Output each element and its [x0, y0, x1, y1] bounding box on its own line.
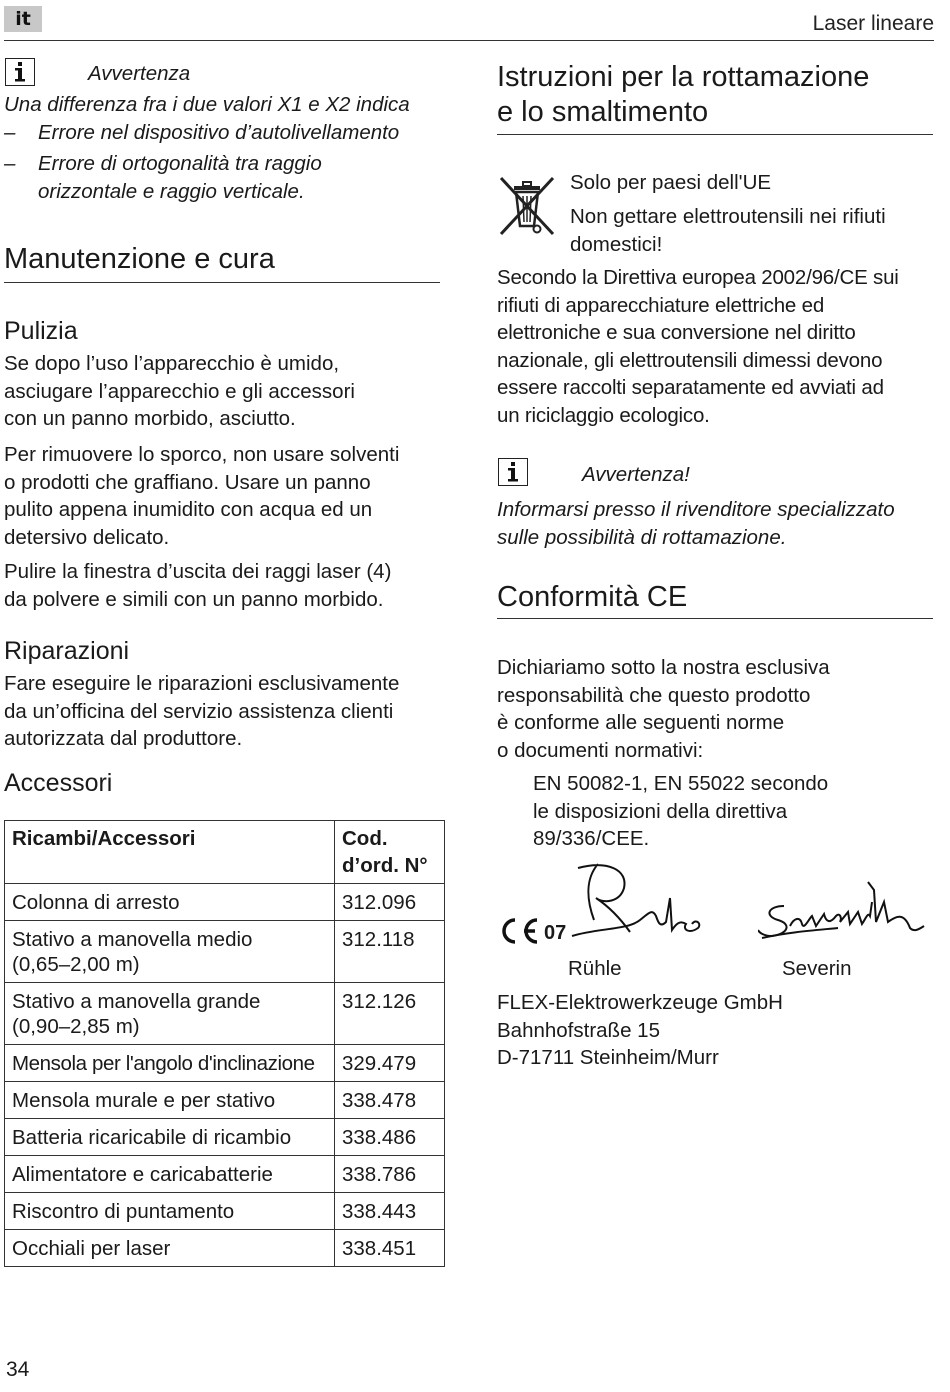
- norms-list: EN 50082-1, EN 55022 secondo le disposizioni della direttiva 89/336/CEE.: [533, 772, 829, 850]
- cleaning-heading: Pulizia: [4, 317, 78, 345]
- page-number: 34: [6, 1358, 30, 1381]
- dash-bullet: –: [4, 120, 16, 144]
- cleaning-paragraph-1: Se dopo l’uso l’apparecchio è umido, asciugare l’apparecchio e gli accessori con un panno morbido, asciutto.: [4, 352, 355, 430]
- dash-bullet: –: [4, 152, 16, 175]
- info-icon: [5, 58, 35, 86]
- cleaning-paragraph-3: Pulire la finestra d’uscita dei raggi laser (4) da polvere e simili con un panno morbido.: [4, 560, 392, 611]
- accessories-heading: Accessori: [4, 769, 113, 797]
- column-header-item: Ricambi/Accessori: [5, 821, 335, 884]
- eu-only-text: Solo per paesi dell'UE: [570, 171, 772, 194]
- table-header-row: [5, 821, 445, 884]
- table-row: Alimentatore e caricabatterie 338.786: [5, 1156, 445, 1193]
- repairs-heading: Riparazioni: [4, 637, 130, 665]
- table-row: Riscontro di puntamento 338.443: [5, 1193, 445, 1230]
- conformity-paragraph: Dichiariamo sotto la nostra esclusiva responsabilità che questo prodotto è conforme alle seguenti norme o documenti normativi:: [497, 656, 830, 762]
- note-body: [4, 91, 444, 205]
- repairs-paragraph: Fare eseguire le riparazioni esclusivamente da un’officina del servizio assistenza clienti autorizzata dal produttore.: [4, 672, 400, 750]
- disposal-heading: Istruzioni per la rottamazione e lo smaltimento: [497, 61, 870, 128]
- note-list-item: – Errore nel dispositivo d’autolivellamento: [4, 119, 444, 147]
- note-intro: Una differenza fra i due valori X1 e X2 indica: [4, 93, 410, 116]
- section-rule: [497, 134, 933, 135]
- language-tab: it: [4, 6, 42, 32]
- ce-year: 07: [544, 922, 567, 944]
- table-row: Mensola per l'angolo d'inclinazione 329.479: [5, 1045, 445, 1082]
- signer-name-2: Severin: [782, 957, 852, 980]
- table-row: Stativo a manovella grande (0,90–2,85 m) 312.126: [5, 983, 445, 1045]
- maintenance-heading: Manutenzione e cura: [4, 243, 275, 275]
- note-list-item: – Errore di ortogonalità tra raggio orizzontale e raggio verticale.: [4, 152, 322, 203]
- accessories-table: [4, 820, 445, 1267]
- ce-mark-icon: [497, 916, 541, 946]
- signature-severin: [758, 872, 928, 948]
- running-header-title: Laser lineare: [812, 12, 934, 35]
- signer-name-1: Rühle: [568, 957, 622, 980]
- note-title: Avvertenza: [88, 62, 191, 85]
- cleaning-paragraph-2: Per rimuovere lo sporco, non usare solventi o prodotti che graffiano. Usare un panno pulito appena inumidito con acqua ed un detersivo delicato.: [4, 443, 400, 549]
- signature-ruhle: [568, 858, 718, 948]
- table-row: Mensola murale e per stativo 338.478: [5, 1082, 445, 1119]
- table-row: Occhiali per laser 338.451: [5, 1230, 445, 1267]
- disposal-note-title: Avvertenza!: [582, 463, 690, 486]
- section-rule: [4, 282, 440, 283]
- header-rule: [4, 40, 934, 41]
- column-header-code: Cod. d’ord. N°: [335, 821, 445, 884]
- crossed-out-bin-icon: [497, 174, 559, 238]
- directive-paragraph: Secondo la Direttiva europea 2002/96/CE sui rifiuti di apparecchiature elettriche ed elettroniche e sua conversione nel diritto nazionale, gli elettroutensili dimessi devono essere raccolti separatamente ed avviati ad un riciclaggio ecologico.: [497, 266, 899, 427]
- table-row: Batteria ricaricabile di ricambio 338.486: [5, 1119, 445, 1156]
- company-address: FLEX-Elektrowerkzeuge GmbH Bahnhofstraße 15 D-71711 Steinheim/Murr: [497, 991, 783, 1069]
- disposal-note-text: Informarsi presso il rivenditore specializzato sulle possibilità di rottamazione.: [497, 498, 895, 549]
- table-row: Stativo a manovella medio (0,65–2,00 m) 312.118: [5, 921, 445, 983]
- info-icon: [498, 458, 528, 486]
- no-trash-text: Non gettare elettroutensili nei rifiuti domestici!: [570, 205, 886, 256]
- section-rule: [497, 618, 933, 619]
- conformity-heading: Conformità CE: [497, 581, 688, 613]
- table-row: Colonna di arresto 312.096: [5, 884, 445, 921]
